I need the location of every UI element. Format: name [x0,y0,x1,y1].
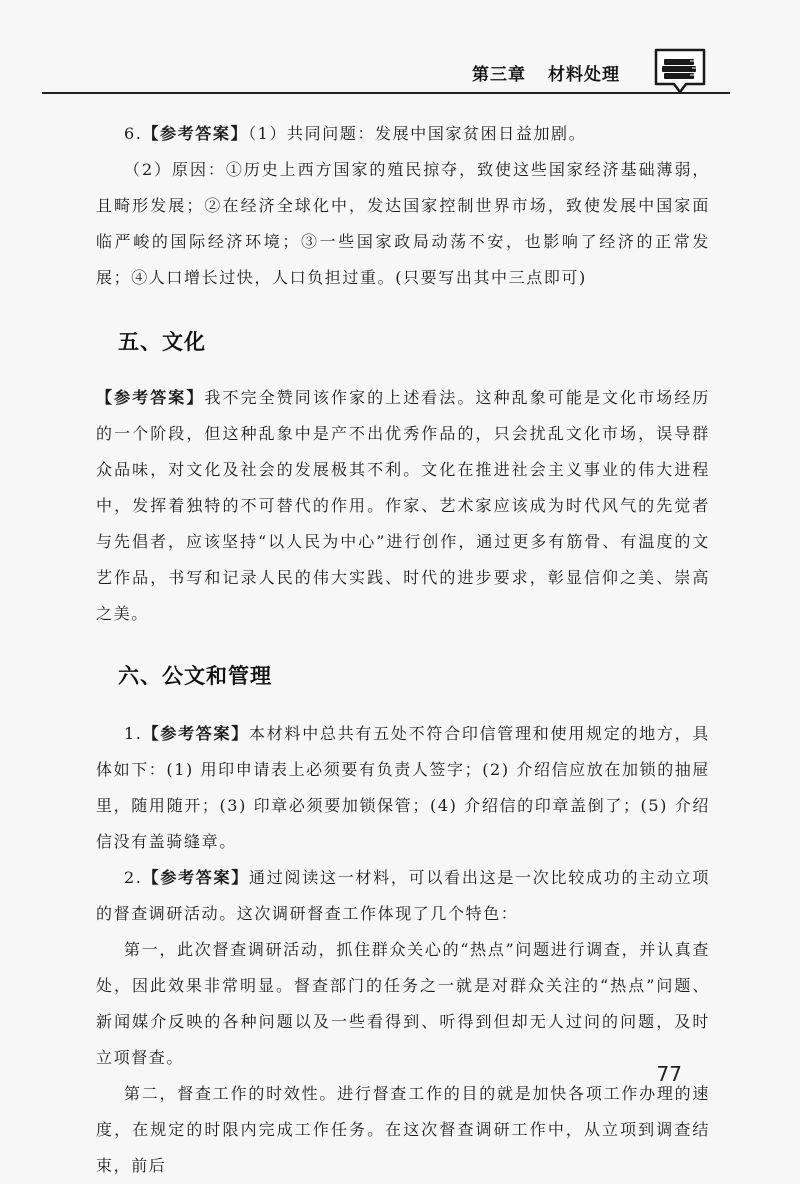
answer-6-part-1 [96,116,710,152]
header-rule [42,92,730,94]
section-heading-culture: 五、文化 [118,330,206,354]
running-header [472,60,620,85]
answer-text: 我不完全赞同该作家的上述看法。这种乱象可能是文化市场经历的一个阶段，但这种乱象中是产不出优秀作品的，只会扰乱文化市场，误导群众品味，对文化及社会的发展极其不利。文化在推进社会主义事业的伟大进程中，发挥着独特的不可替代的作用。作家、艺术家应该成为时代风气的先觉者与先倡者，应该坚持“以人民为中心”进行创作，通过更多有筋骨、有温度的文艺作品，书写和记录人民的伟大实践、时代的进步要求，彰显信仰之美、崇高之美。 [96,388,710,623]
page-header [0,0,800,100]
answer-keyword: 【参考答案】 [142,724,250,743]
answer-2-point-2: 第二，督查工作的时效性。进行督查工作的目的就是加快各项工作办理的速度，在规定的时限内完成工作任务。在这次督查调研工作中，从立项到调查结束，前后 [96,1084,710,1175]
page-body [96,116,710,1184]
chapter-title: 材料处理 [548,65,620,85]
answer-keyword: 【参考答案】 [96,388,205,407]
question-number: 1. [124,724,143,743]
answer-2-point-1: 第一，此次督查调研活动，抓住群众关心的“热点”问题进行调查，并认真查处，因此效果非常明显。督查部门的任务之一就是对群众关注的“热点”问题、新闻媒介反映的各种问题以及一些看得到、听得到但却无人过问的问题，及时立项督查。 [96,940,710,1067]
answer-1 [96,716,710,860]
page-number: 77 [656,1062,682,1086]
answer-6-part-2 [96,152,710,296]
answer-text: 本材料中总共有五处不符合印信管理和使用规定的地方，具体如下：(1) 用印申请表上必须要有负责人签字；(2) 介绍信应放在加锁的抽屉里，随用随开；(3) 印章必须要加锁保管；(4) 介绍信的印章盖倒了；(5) 介绍信没有盖骑缝章。 [96,724,710,851]
books-icon [652,46,708,98]
answer-culture [96,380,710,632]
answer-text: （2）原因：①历史上西方国家的殖民掠夺，致使这些国家经济基础薄弱，且畸形发展；②在经济全球化中，发达国家控制世界市场，致使发展中国家面临严峻的国际经济环境；③一些国家政局动荡不安，也影响了经济的正常发展；④人口增长过快，人口负担过重。(只要写出其中三点即可) [96,160,710,287]
answer-text: （1）共同问题：发展中国家贫困日益加剧。 [248,124,587,143]
chapter-label: 第三章 [472,65,526,85]
question-number: 6. [124,124,143,143]
answer-keyword: 【参考答案】 [142,868,250,887]
answer-text: 通过阅读这一材料，可以看出这是一次比较成功的主动立项的督查调研活动。这次调研督查工作体现了几个特色： [96,868,710,923]
section-heading-documents: 六、公文和管理 [118,664,272,688]
answer-keyword: 【参考答案】 [142,124,249,143]
question-number: 2. [124,868,143,887]
answer-2 [96,860,710,932]
